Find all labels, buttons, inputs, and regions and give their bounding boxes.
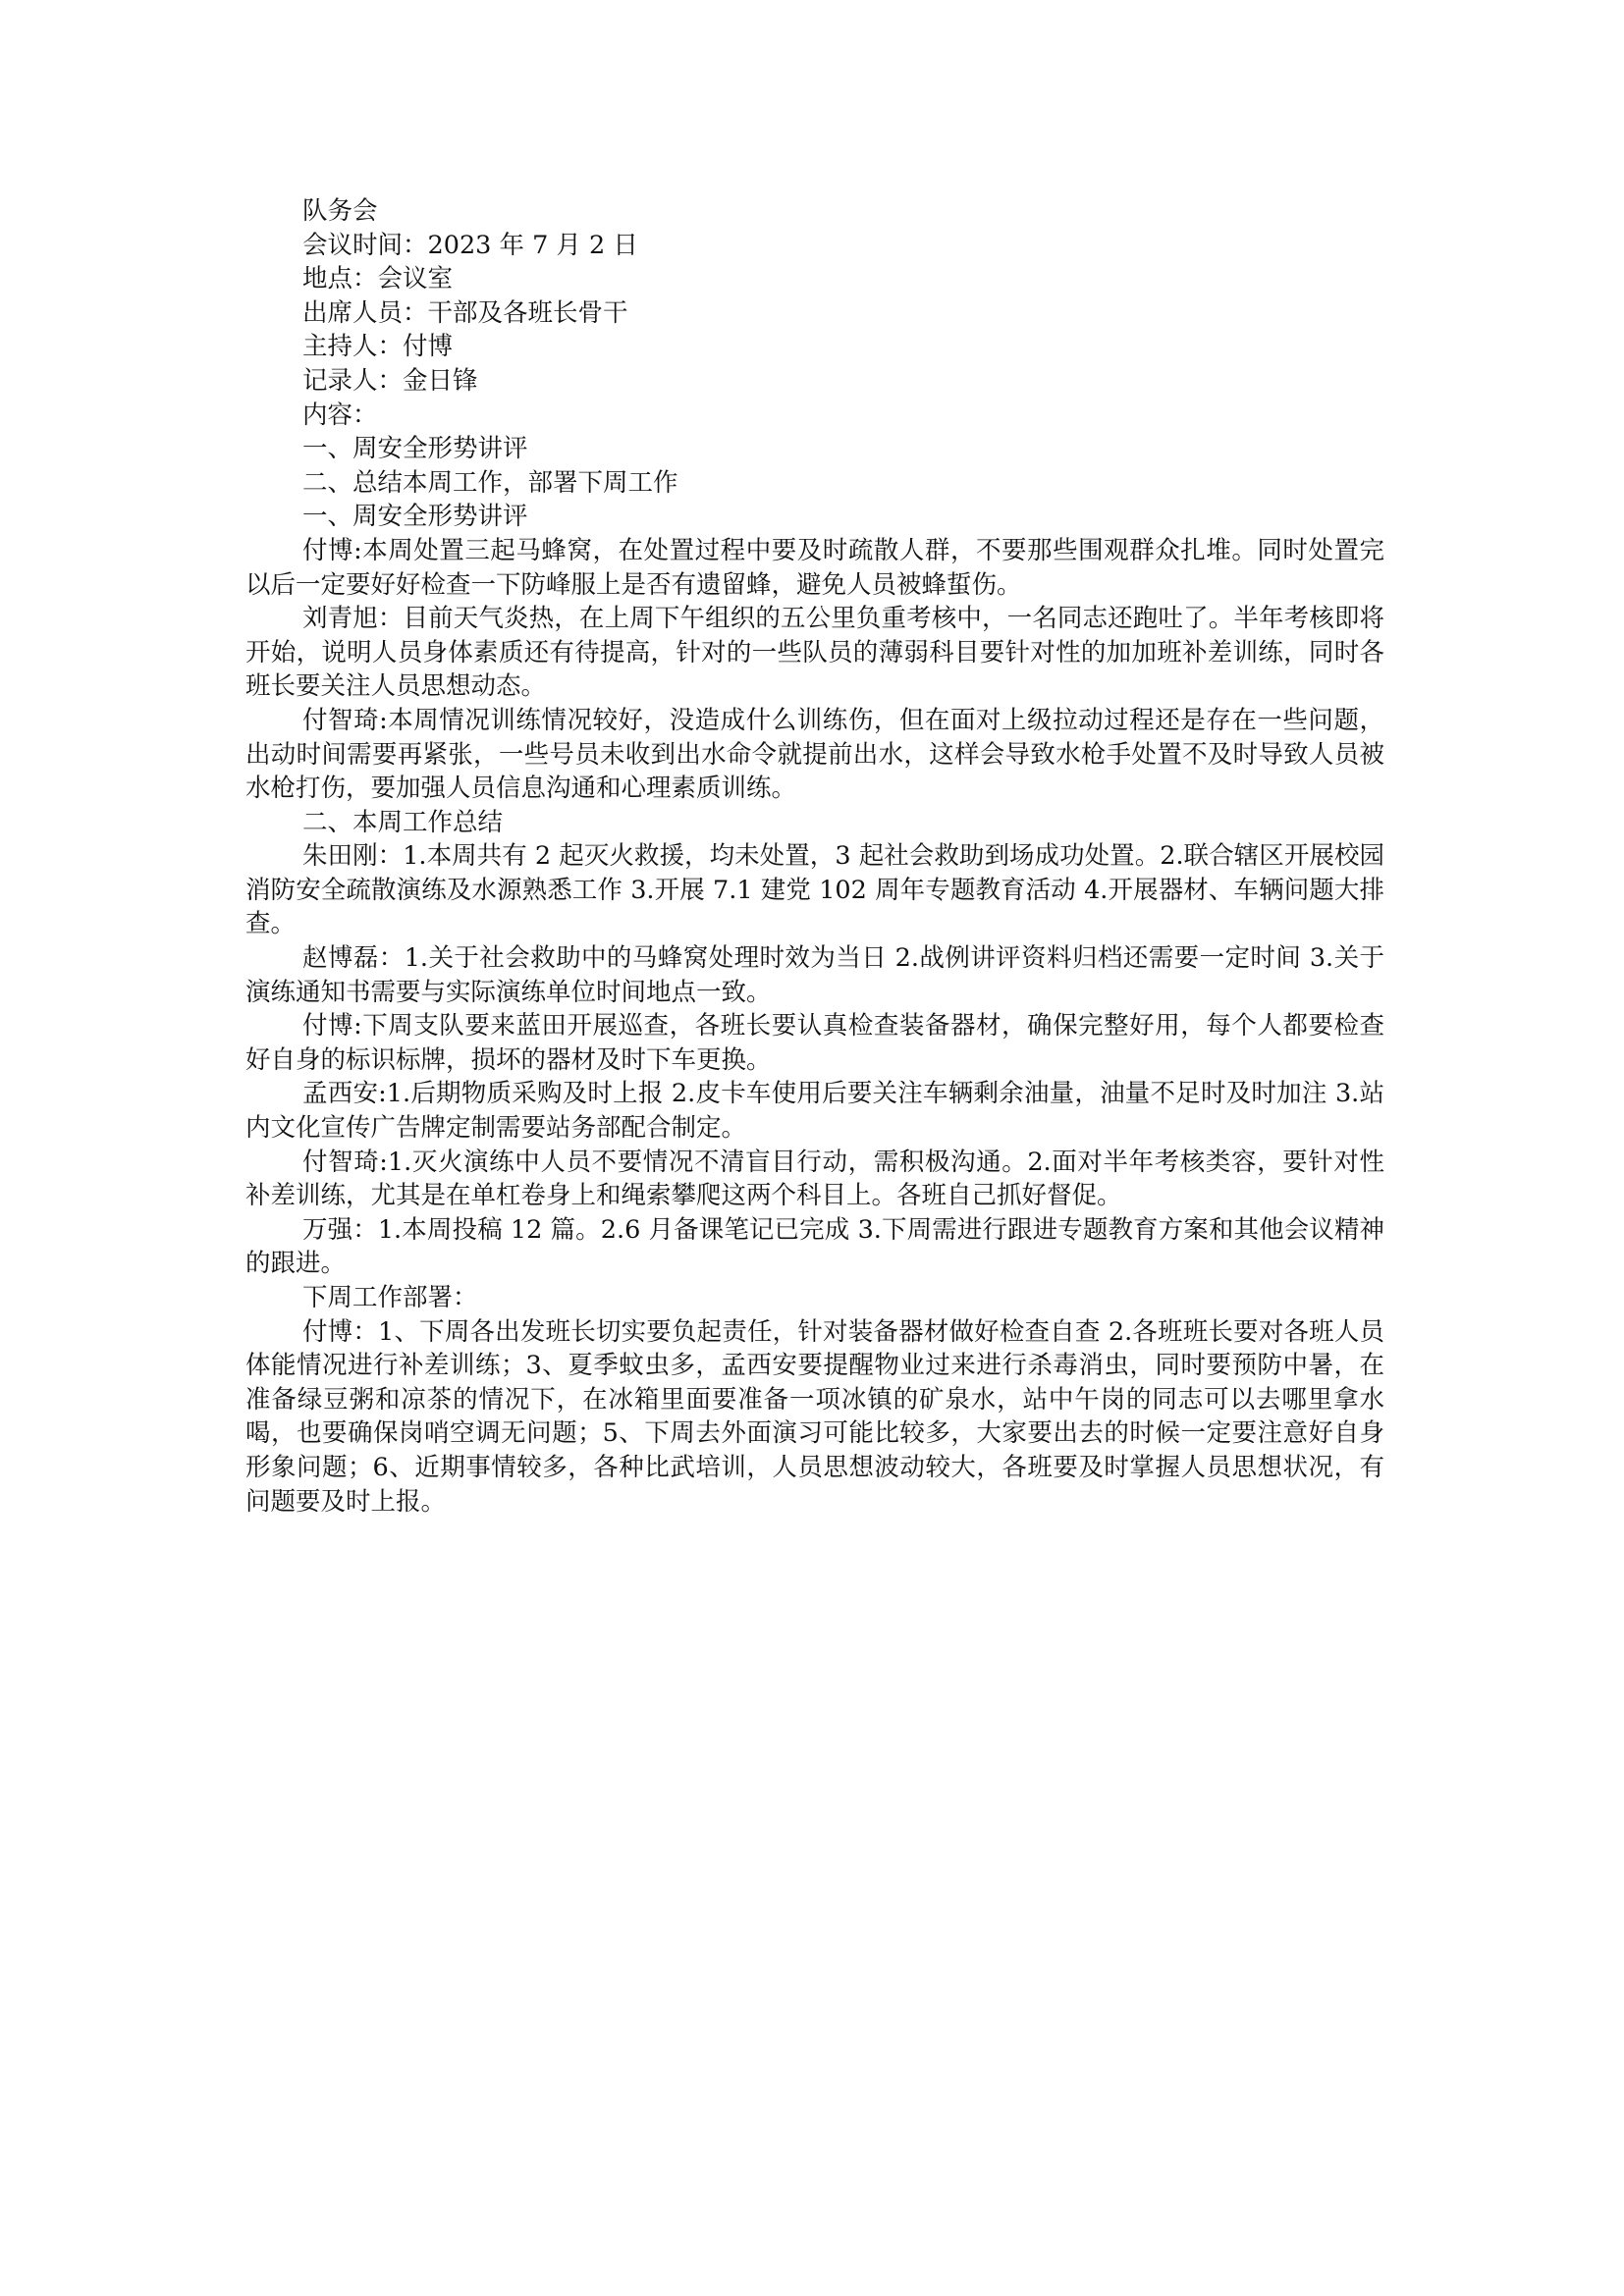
content-label: 内容： xyxy=(302,400,378,430)
section-paragraph: 孟西安:1.后期物质采购及时上报 2.皮卡车使用后要关注车辆剩余油量，油量不足时及时加注 3.站内文化宣传广告牌定制需要站务部配合制定。 xyxy=(245,1079,1384,1144)
section-paragraph: 刘青旭：目前天气炎热，在上周下午组织的五公里负重考核中，一名同志还跑吐了。半年考核即将开始，说明人员身体素质还有待提高，针对的一些队员的薄弱科目要针对性的加加班补差训练，同时各班长要关注人员思想动态。 xyxy=(245,604,1384,702)
section-heading: 下周工作部署： xyxy=(302,1283,478,1312)
meeting-time: 会议时间：2023 年 7 月 2 日 xyxy=(302,230,638,260)
section-paragraph: 付博:下周支队要来蓝田开展巡查，各班长要认真检查装备器材，确保完整好用，每个人都要检查好自身的标识标牌，损坏的器材及时下车更换。 xyxy=(245,1011,1384,1075)
meeting-recorder: 记录人：金日锋 xyxy=(302,365,478,396)
section-heading: 一、周安全形势讲评 xyxy=(302,502,528,532)
section-paragraph: 付博:本周处置三起马蜂窝，在处置过程中要及时疏散人群，不要那些围观群众扎堆。同时处置完以后一定要好好检查一下防峰服上是否有遗留蜂，避免人员被蜂蜇伤。 xyxy=(245,535,1384,600)
section-paragraph: 朱田刚：1.本周共有 2 起灭火救援，均未处置，3 起社会救助到场成功处置。2.联合辖区开展校园消防安全疏散演练及水源熟悉工作 3.开展 7.1 建党 102 周年专题教育活动 4.开展器材、车辆问题大排查。 xyxy=(245,841,1384,939)
agenda-item: 二、总结本周工作，部署下周工作 xyxy=(302,467,678,498)
meeting-host: 主持人：付博 xyxy=(302,332,454,362)
meeting-location: 地点：会议室 xyxy=(302,264,454,294)
section-paragraph: 万强：1.本周投稿 12 篇。2.6 月备课笔记已完成 3.下周需进行跟进专题教育方案和其他会议精神的跟进。 xyxy=(245,1214,1384,1279)
section-paragraph: 付博：1、下周各出发班长切实要负起责任，针对装备器材做好检查自查 2.各班班长要对各班人员体能情况进行补差训练；3、夏季蚊虫多，孟西安要提醒物业过来进行杀毒消虫，同时要预防中暑，在准备绿豆粥和凉茶的情况下，在冰箱里面要准备一项冰镇的矿泉水，站中午岗的同志可以去哪里拿水喝，也要确保岗哨空调无问题；5、下周去外面演习可能比较多，大家要出去的时候一定要注意好自身形象问题；6、近期事情较多，各种比武培训，人员思想波动较大，各班要及时掌握人员思想状况，有问题要及时上报。 xyxy=(245,1316,1384,1517)
section-paragraph: 付智琦:1.灭火演练中人员不要情况不清盲目行动，需积极沟通。2.面对半年考核类容，要针对性补差训练，尤其是在单杠卷身上和绳索攀爬这两个科目上。各班自己抓好督促。 xyxy=(245,1147,1384,1211)
section-paragraph: 付智琦:本周情况训练情况较好，没造成什么训练伤，但在面对上级拉动过程还是存在一些问题，出动时间需要再紧张，一些号员未收到出水命令就提前出水，这样会导致水枪手处置不及时导致人员被水枪打伤，要加强人员信息沟通和心理素质训练。 xyxy=(245,705,1384,804)
meeting-minutes-document xyxy=(245,194,1384,1519)
meeting-attendees: 出席人员：干部及各班长骨干 xyxy=(302,297,628,328)
section-paragraph: 赵博磊：1.关于社会救助中的马蜂窝处理时效为当日 2.战例讲评资料归档还需要一定时间 3.关于演练通知书需要与实际演练单位时间地点一致。 xyxy=(245,943,1384,1007)
agenda-item: 一、周安全形势讲评 xyxy=(302,434,528,464)
section-heading: 二、本周工作总结 xyxy=(302,807,504,837)
document-title: 队务会 xyxy=(302,196,378,226)
